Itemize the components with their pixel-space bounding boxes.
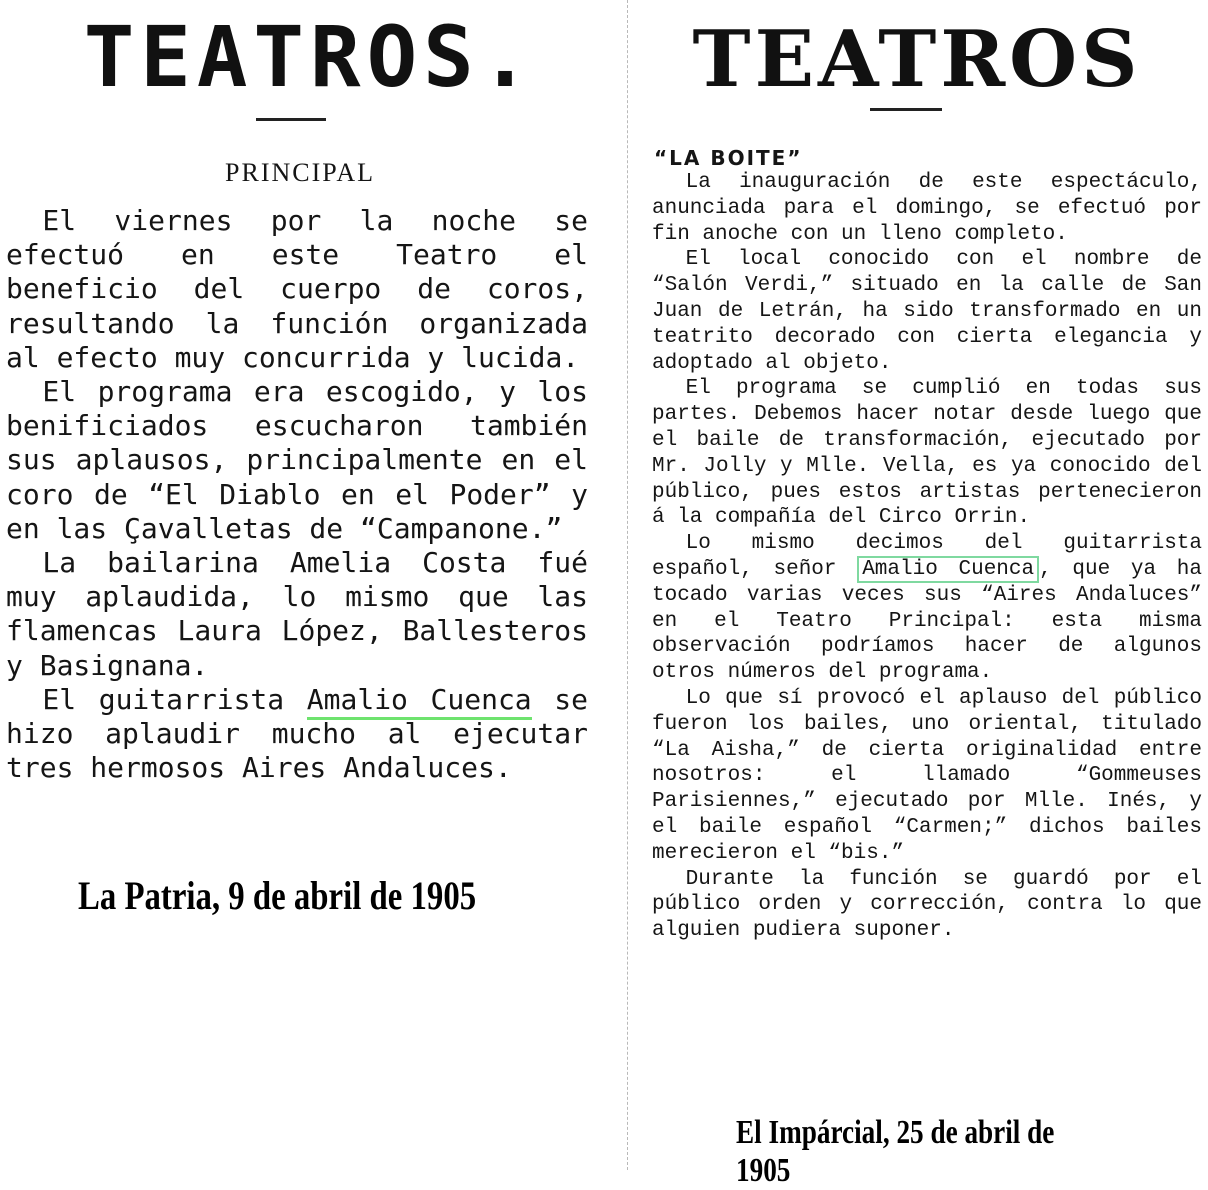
- paragraph-highlighted: [6, 683, 588, 786]
- text-before: El guitarrista: [42, 682, 307, 716]
- article-body-left: [6, 204, 588, 785]
- paragraph: El viernes por la noche se efectuó en este Teatro el beneficio del cuerpo de coros, resultando la función organizada al efecto muy concurrida y lucida.: [6, 204, 588, 374]
- section-heading-right: “LA BOITE”: [654, 146, 803, 170]
- article-body-right: [652, 170, 1202, 944]
- highlighted-name: Amalio Cuenca: [857, 556, 1039, 583]
- section-heading-left: PRINCIPAL: [225, 158, 375, 187]
- masthead-rule-left: [256, 118, 326, 121]
- text-before: Lo mismo decimos del guitarrista español, señor: [652, 532, 1202, 581]
- paragraph: Durante la función se guardó por el público orden y corrección, contra lo que alguien pudiera suponer.: [652, 867, 1202, 943]
- paragraph: El programa se cumplió en todas sus partes. Debemos hacer notar desde luego que el baile de transformación, ejecutado por Mr. Jolly y Mlle. Vella, es ya conocido del público, pues estos artistas pertenecieron á la compañía del Circo Orrin.: [652, 377, 1202, 530]
- highlighted-name: Amalio Cuenca: [307, 683, 532, 720]
- paragraph-highlighted: [652, 531, 1202, 686]
- masthead-left: TEATROS.: [83, 8, 537, 106]
- column-divider: [627, 0, 628, 1170]
- paragraph: La inauguración de este espectáculo, anunciada para el domingo, se efectuó por fin anoche con un lleno completo.: [652, 171, 1202, 246]
- masthead-rule-right: [870, 108, 942, 111]
- paragraph: El local conocido con el nombre de “Salón Verdi,” situado en la calle de San Juan de Letrán, ha sido transformado en un teatrito decorado con cierta elegancia y adoptado al objeto.: [652, 248, 1202, 375]
- text-after: se hizo aplaudir mucho al ejecutar tres hermosos Aires Andaluces.: [6, 682, 588, 785]
- paragraph: Lo que sí provocó el aplauso del público fueron los bailes, uno oriental, titulado “La Aisha,” de cierta originalidad entre nosotros: el llamado “Gommeuses Parisiennes,” ejecutado por Mlle. Inés, y el baile español “Carmen;” dichos bailes merecieron el “bis.”: [652, 686, 1202, 865]
- masthead-right: TEATROS: [692, 14, 1142, 105]
- caption-right: El Impárcial, 25 de abril de 1905: [736, 1114, 1055, 1189]
- clipping-el-imparcial: [638, 0, 1208, 1189]
- caption-left: La Patria, 9 de abril de 1905: [78, 873, 477, 918]
- paragraph: La bailarina Amelia Costa fué muy aplaudida, lo mismo que las flamencas Laura López, Ballesteros y Basignana.: [6, 546, 588, 682]
- paragraph: El programa era escogido, y los benificiados escucharon también sus aplausos, principalmente en el coro de “El Diablo en el Poder” y en las Çavalletas de “Campanone.”: [6, 375, 588, 545]
- text-after: , que ya ha tocado varias veces sus “Aires Andaluces” en el Teatro Principal: esta misma observación podríamos hacer de algunos otros números del programa.: [652, 557, 1203, 685]
